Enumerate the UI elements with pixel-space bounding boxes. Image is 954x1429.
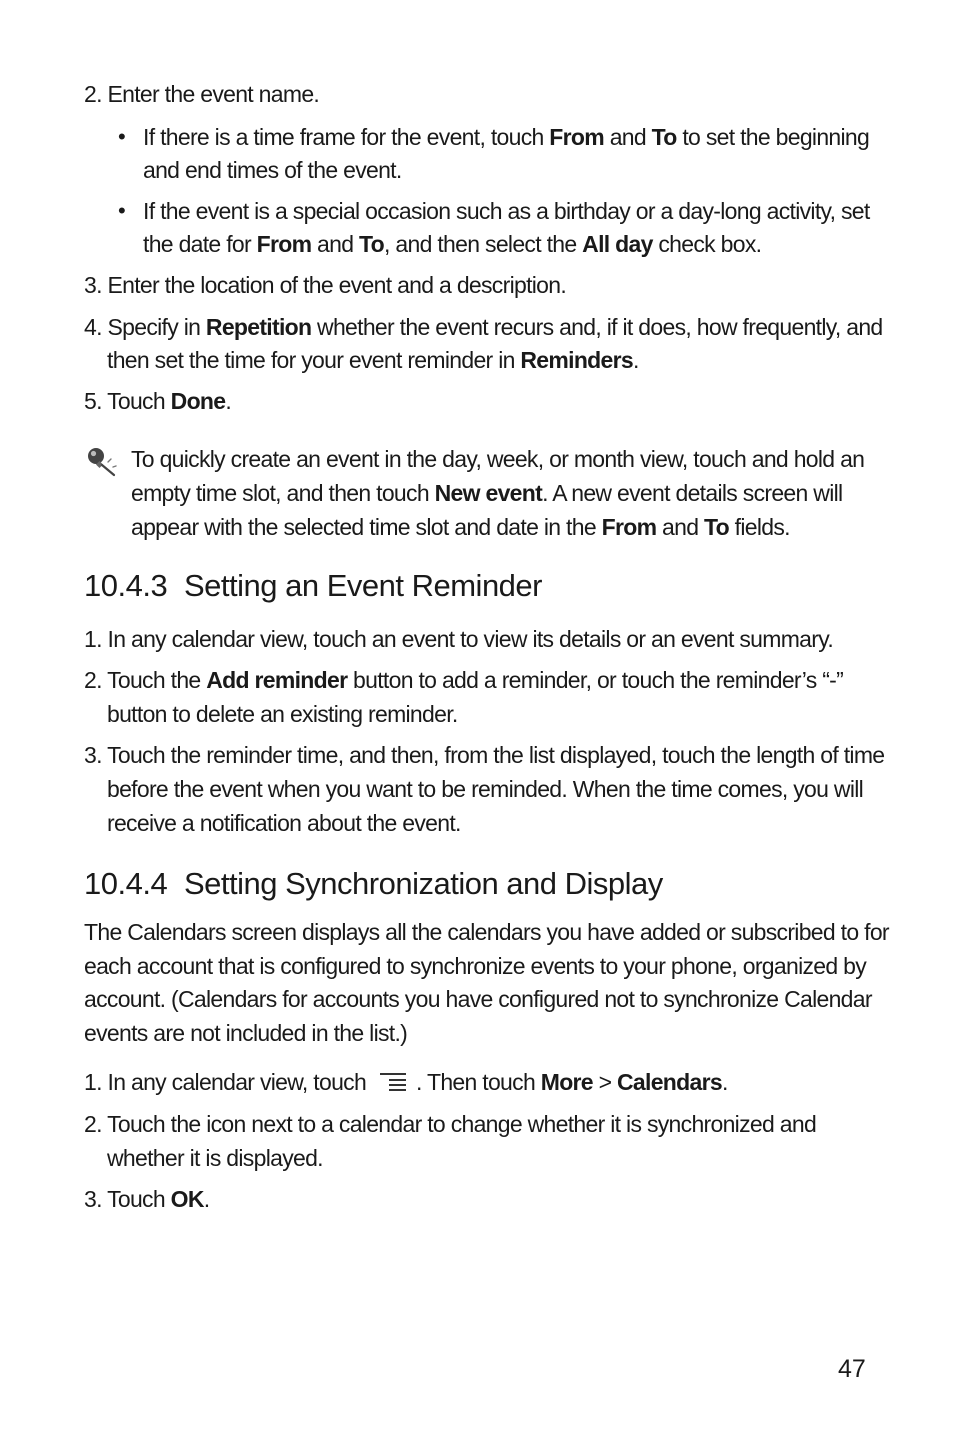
reminder-step3-line3: receive a notification about the event. xyxy=(107,810,461,836)
step-specify-repetition-line1: 4. Specify in Repetition whether the event recurs and, if it does, how frequently, and xyxy=(84,314,883,340)
sync-step1-a: 1. In any calendar view, touch xyxy=(84,1069,367,1095)
tip-text-line3: appear with the selected time slot and date in the From and To fields. xyxy=(131,514,790,540)
reminder-step2-line1: 2. Touch the Add reminder button to add a reminder, or touch the reminder’s “-” xyxy=(84,667,844,693)
sync-paragraph-line4: events are not included in the list.) xyxy=(84,1020,408,1046)
step-specify-repetition-line2: then set the time for your event reminder in Reminders. xyxy=(107,347,639,373)
bullet-time-frame-line1: If there is a time frame for the event, touch From and To to set the beginning xyxy=(143,124,870,150)
tip-text-line1: To quickly create an event in the day, week, or month view, touch and hold an xyxy=(131,446,865,472)
sync-paragraph-line3: account. (Calendars for accounts you have configured not to synchronize Calendar xyxy=(84,986,872,1012)
reminder-step3-line2: before the event when you want to be reminded. When the time comes, you will xyxy=(107,776,864,802)
reminder-step3-line1: 3. Touch the reminder time, and then, from the list displayed, touch the length of time xyxy=(84,742,885,768)
step-touch-done: 5. Touch Done. xyxy=(84,388,232,414)
sync-step3: 3. Touch OK. xyxy=(84,1186,210,1212)
bullet-dot: • xyxy=(118,124,126,149)
section-heading-sync-display: 10.4.4 Setting Synchronization and Display xyxy=(84,866,663,901)
bullet-time-frame-line2: and end times of the event. xyxy=(143,157,402,183)
menu-icon xyxy=(378,1070,408,1094)
reminder-step1: 1. In any calendar view, touch an event to view its details or an event summary. xyxy=(84,626,834,652)
sync-step2-line1: 2. Touch the icon next to a calendar to change whether it is synchronized and xyxy=(84,1111,817,1137)
sync-paragraph-line2: each account that is configured to synchronize events to your phone, organized by xyxy=(84,953,867,979)
sync-step1-b: . Then touch More > Calendars. xyxy=(416,1069,728,1095)
tip-lightbulb-icon xyxy=(84,443,120,479)
sync-step2-line2: whether it is displayed. xyxy=(107,1145,323,1171)
step-enter-location: 3. Enter the location of the event and a description. xyxy=(84,272,567,298)
step-enter-event-name: 2. Enter the event name. xyxy=(84,81,320,107)
bullet-dot: • xyxy=(118,198,126,223)
page-number: 47 xyxy=(838,1355,866,1383)
bullet-special-occasion-line1: If the event is a special occasion such as a birthday or a day-long activity, set xyxy=(143,198,870,224)
tip-text-line2: empty time slot, and then touch New event. A new event details screen will xyxy=(131,480,843,506)
section-heading-event-reminder: 10.4.3 Setting an Event Reminder xyxy=(84,568,542,603)
bullet-special-occasion-line2: the date for From and To, and then select the All day check box. xyxy=(143,231,762,257)
reminder-step2-line2: button to delete an existing reminder. xyxy=(107,701,458,727)
sync-paragraph-line1: The Calendars screen displays all the calendars you have added or subscribed to for xyxy=(84,919,889,945)
